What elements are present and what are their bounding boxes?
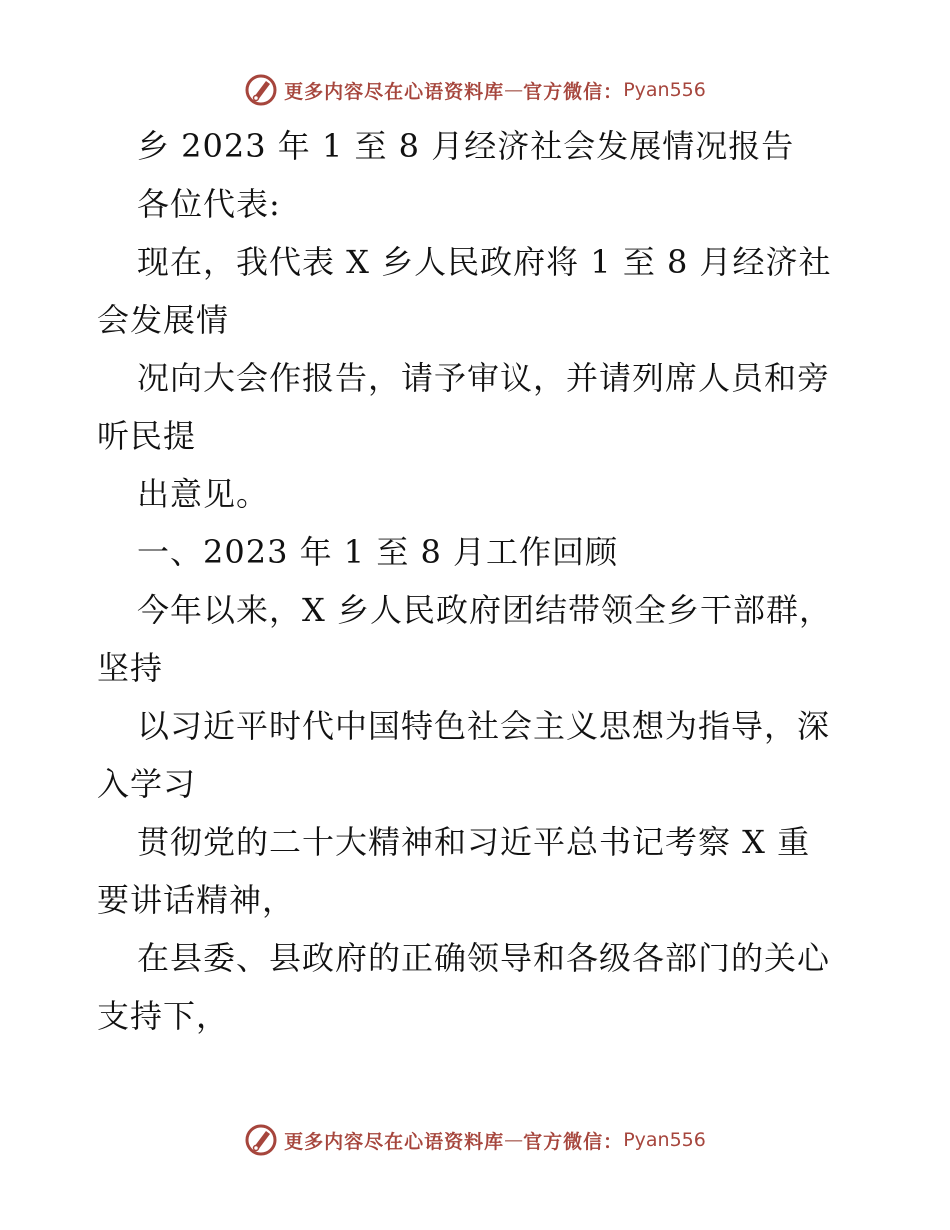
watermark-suffix: 官方微信： xyxy=(523,1130,624,1153)
doc-line: 出意见。 xyxy=(137,475,270,513)
watermark-separator: — xyxy=(504,1129,524,1151)
doc-line: 现在，我代表 X 乡人民政府将 1 至 8 月经济社 xyxy=(137,243,832,281)
watermark-wechat-id: Pyan556 xyxy=(623,1129,706,1151)
doc-line: 入学习 xyxy=(97,765,197,803)
header-watermark xyxy=(0,70,950,110)
logo-icon xyxy=(244,73,278,107)
watermark-wechat-id: Pyan556 xyxy=(623,79,706,101)
doc-line: 一、2023 年 1 至 8 月工作回顾 xyxy=(137,533,619,571)
doc-line: 支持下， xyxy=(97,997,230,1035)
watermark-separator: — xyxy=(504,79,524,101)
doc-line: 以习近平时代中国特色社会主义思想为指导，深 xyxy=(137,707,831,745)
doc-line: 贯彻党的二十大精神和习近平总书记考察 X 重 xyxy=(137,823,811,861)
watermark-text: 更多内容尽在心语资料库 xyxy=(284,1130,505,1153)
doc-line: 乡 2023 年 1 至 8 月经济社会发展情况报告 xyxy=(137,127,795,165)
watermark-suffix: 官方微信： xyxy=(523,80,624,103)
watermark-text: 更多内容尽在心语资料库 xyxy=(284,80,505,103)
doc-line: 要讲话精神， xyxy=(97,881,296,919)
doc-line: 会发展情 xyxy=(97,301,230,339)
doc-line: 今年以来，X 乡人民政府团结带领全乡干部群， xyxy=(137,591,832,629)
doc-line: 听民提 xyxy=(97,417,197,455)
doc-line: 各位代表: xyxy=(137,185,281,223)
doc-line: 在县委、县政府的正确领导和各级各部门的关心 xyxy=(137,939,831,977)
document-body xyxy=(97,117,867,1045)
doc-line: 况向大会作报告，请予审议，并请列席人员和旁 xyxy=(137,359,831,397)
doc-line: 坚持 xyxy=(97,649,164,687)
logo-icon xyxy=(244,1123,278,1157)
footer-watermark xyxy=(0,1120,950,1160)
